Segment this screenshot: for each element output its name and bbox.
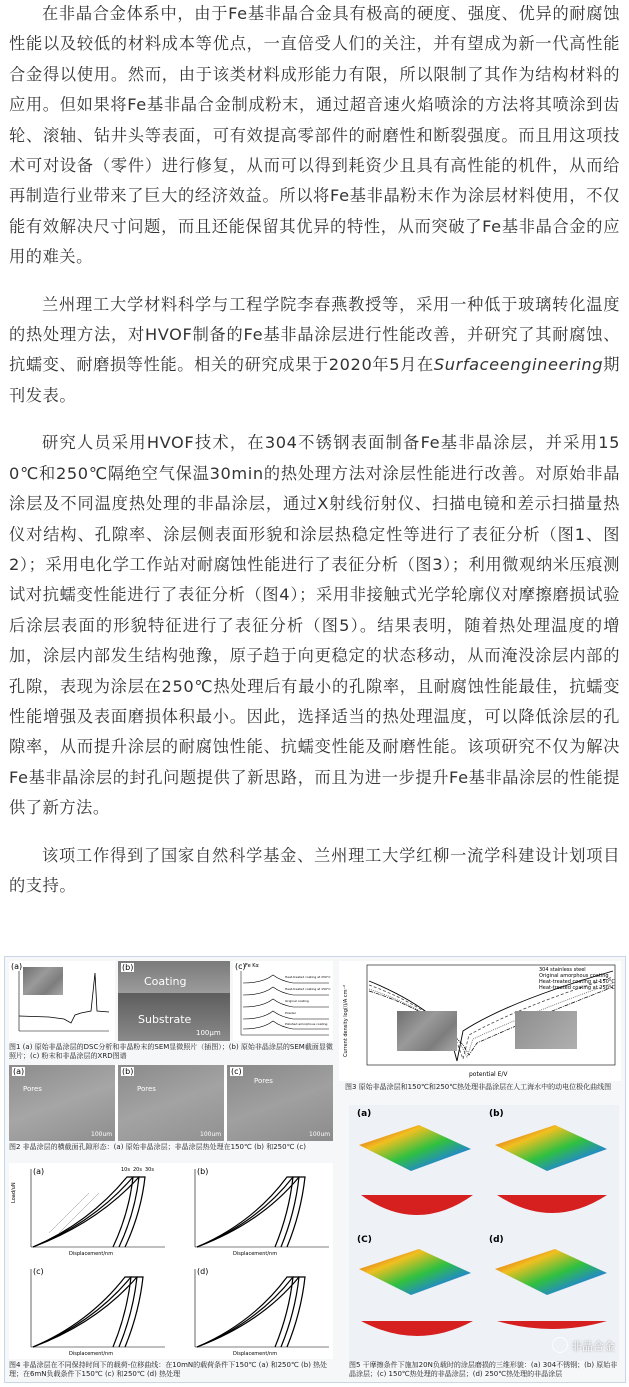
fig3-legend-original: Original amorphous coating (539, 973, 609, 979)
fig5d-label: (d) (489, 1235, 504, 1245)
fig4-caption: 图4 非晶涂层在不同保持时间下的载荷-位移曲线：在10mN的载荷条件下150℃ (a) 和250℃ (b) 热处理；在6mN负载条件下150℃ (c) 和250℃ (d) 热处理 (9, 1361, 328, 1378)
substrate-label: Substrate (138, 1013, 192, 1026)
fig5-panels (349, 1105, 619, 1361)
fig3-ylabel: Current density log(i)/A cm⁻² (343, 984, 349, 1057)
journal-name: Surfaceengineering (433, 355, 604, 375)
fig2a-scale: 100um (91, 1131, 113, 1138)
fig3-legend-250: Heat-treated coating at 250°C (539, 985, 615, 991)
paragraph-research (9, 290, 620, 412)
fig4a-label: (a) (33, 1167, 45, 1176)
fig4-xlabel-bottom: Displacement/nm (69, 1351, 114, 1357)
fig2-panels (9, 1065, 333, 1141)
fig3-legend-304: 304 stainless steel (539, 967, 586, 973)
pores-label-a: Pores (23, 1085, 42, 1093)
load-displacement-curves (9, 1163, 333, 1359)
fig4-ylabel: Load/uN (11, 1182, 17, 1203)
fig1b-label: (b) (122, 963, 134, 972)
hold-20s-label: 20s (133, 1167, 142, 1173)
fig4-xlabel-top: Displacement/nm (69, 1251, 114, 1257)
hold-10s-label: 10s (121, 1167, 130, 1173)
pores-label-c: Pores (254, 1077, 273, 1085)
fig3-inset-right (515, 1011, 577, 1049)
article-body (9, 0, 620, 918)
fig1-caption: 图1 (a) 原始非晶涂层的DSC分析和非晶粉末的SEM显微照片（插图）；(b) 原始非晶涂层的SEM截面显微照片；(c) 粉末和非晶涂层的XRD图谱 (9, 1043, 333, 1060)
xrd-title: Fe Kα (245, 963, 259, 969)
fig4d-label: (d) (197, 1267, 209, 1276)
coating-label: Coating (144, 975, 187, 988)
pores-label-b: Pores (137, 1085, 156, 1093)
fig5-caption: 图5 干摩擦条件下施加20N负载时的涂层磨损的三维形貌：(a) 304不锈钢；(b) 原始非晶涂层；(c) 150℃热处理的非晶涂层；(d) 250℃热处理的非晶涂层 (349, 1361, 618, 1378)
fig2c-scale: 100um (309, 1131, 331, 1138)
xrd-legend-250: Heat-treated coating at 250°C (285, 975, 331, 979)
xrd-legend-polished: Polished amorphous coating (285, 1022, 328, 1026)
xrd-legend-150: Heat-treated coating at 150°C (285, 987, 331, 991)
fig2a-label: (a) (13, 1067, 25, 1076)
wear-3d-morphology (349, 1105, 619, 1361)
fig2b-scale: 100um (200, 1131, 222, 1138)
hold-30s-label: 30s (145, 1167, 154, 1173)
fig1c-label: (c) (235, 962, 246, 971)
fig2c-image (227, 1065, 333, 1141)
fig4b-label: (b) (197, 1167, 209, 1176)
watermark (552, 1337, 615, 1354)
xrd-legend-original: Original coating (285, 999, 309, 1003)
fig3-inset-left (397, 1011, 457, 1051)
fig5a-label: (a) (357, 1109, 372, 1119)
dsc-curve (9, 961, 115, 1041)
paragraph-methods: 研究人员采用HVOF技术，在304不锈钢表面制备Fe基非晶涂层，并采用150℃和250℃隔绝空气保温30min的热处理方法对涂层性能进行改善。对原始非晶涂层及不同温度热处理的非晶涂层，通过X射线衍射仪、扫描电镜和差示扫描量热仪对结构、孔隙率、涂层侧表面形貌和涂层热稳定性等进行了表征分析（图1、图2）；采用电化学工作站对耐腐蚀性能进行了表征分析（图3）；利用微观纳米压痕测试对抗蠕变性能进行了表征分析（图4）；采用非接触式光学轮廓仪对摩擦磨损试验后涂层表面的形貌特征进行了表征分析（图5）。结果表明，随着热处理温度的增加，涂层内部发生结构弛豫，原子趋于向更稳定的状态移动，从而淹没涂层内部的孔隙，表现为涂层在250℃热处理后有最小的孔隙率，且耐腐蚀性能最佳，抗蠕变性能增强及表面磨损体积最小。因此，选择适当的热处理温度，可以降低涂层的孔隙率，从而提升涂层的耐腐蚀性能、抗蠕变性能及耐磨性能。该项研究不仅为解决Fe基非晶涂层的封孔问题提供了新思路，而且为进一步提升Fe基非晶涂层的性能提供了新方法。 (9, 433, 620, 818)
fig2b-label: (b) (122, 1067, 134, 1076)
fig2a-image (9, 1065, 115, 1141)
fig3-panel (339, 961, 621, 1081)
fig2-caption: 图2 非晶涂层的横截面孔隙形态：(a) 原始非晶涂层；非晶涂层热处理在150℃ (b) 和250℃ (c) (9, 1143, 306, 1151)
fig2c-label: (c) (231, 1067, 242, 1076)
scale-bar-label: 100μm (196, 1029, 221, 1037)
fig1a-label: (a) (11, 962, 23, 971)
fig2b-image (118, 1065, 224, 1141)
fig4-xlabel-top-right: Displacement/nm (233, 1251, 278, 1257)
paragraph-research-end: 期刊发表。 (9, 355, 620, 405)
fig3-caption: 图3 原始非晶涂层和150℃和250℃热处理非晶涂层在人工海水中的动电位极化曲线图 (345, 1083, 612, 1091)
fig3-legend-150: Heat-treated coating at 150°C (539, 979, 615, 985)
fig4c-label: (c) (33, 1267, 44, 1276)
watermark-text: 非晶合金 (571, 1340, 615, 1353)
paragraph-funding: 该项工作得到了国家自然科学基金、兰州理工大学红柳一流学科建设计划项目的支持。 (9, 845, 620, 895)
fig3-xlabel: potential E/V (469, 1071, 508, 1078)
fig4-panels (9, 1163, 333, 1359)
paragraph-research-text: 兰州理工大学材料科学与工程学院李春燕教授等，采用一种低于玻璃转化温度的热处理方法，对HVOF制备的Fe基非晶涂层进行性能改善，并研究了其耐腐蚀、抗蠕变、耐磨损等性能。相关的研究成果于2020年5月在 (9, 294, 620, 375)
fig5c-label: (C) (357, 1235, 372, 1245)
fig1c-xrd-panel (233, 961, 333, 1041)
fig1b-sem-panel (118, 961, 230, 1041)
composite-figure (4, 956, 626, 1383)
wechat-icon (552, 1337, 568, 1353)
fig5b-label: (b) (489, 1109, 504, 1119)
fig1a-dsc-panel (9, 961, 115, 1041)
fig4-xlabel-bottom-right: Displacement/nm (233, 1351, 278, 1357)
xrd-curves (233, 961, 333, 1041)
paragraph-intro: 在非晶合金体系中，由于Fe基非晶合金具有极高的硬度、强度、优异的耐腐蚀性能以及较低的材料成本等优点，一直倍受人们的关注，并有望成为新一代高性能合金得以使用。然而，由于该类材料成形能力有限，所以限制了其作为结构材料的应用。但如果将Fe基非晶合金制成粉末，通过超音速火焰喷涂的方法将其喷涂到齿轮、滚轴、钻井头等表面，可有效提高零部件的耐磨性和断裂强度。而且用这项技术可对设备（零件）进行修复，从而可以得到耗资少且具有高性能的机件，从而给再制造行业带来了巨大的经济效益。所以将Fe基非晶粉末作为涂层材料使用，不仅能有效解决尺寸问题，而且还能保留其优异的特性，从而突破了Fe基非晶合金的应用的难关。 (9, 4, 620, 267)
xrd-legend-powder: Powder (285, 1011, 296, 1015)
